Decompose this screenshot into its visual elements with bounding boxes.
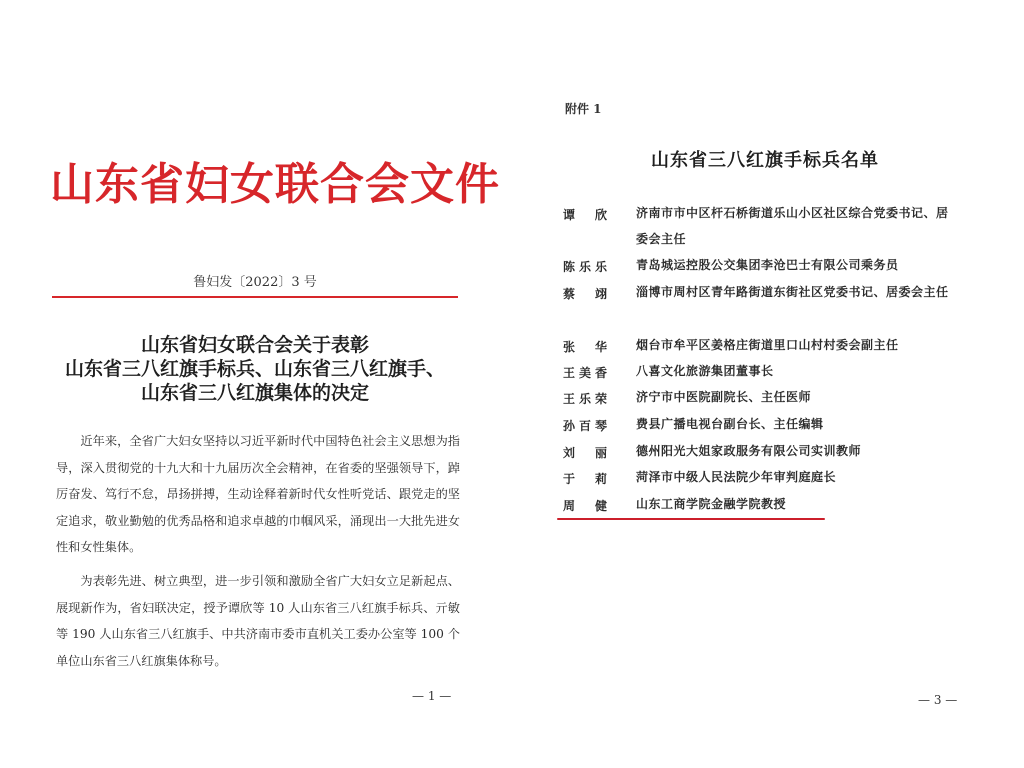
honoree-unit: 济宁市中医院副院长、主任医师 (636, 390, 812, 404)
honoree-name: 张 华 (563, 340, 607, 354)
left-page-number: — 1 — (412, 689, 452, 703)
decision-title-line-3: 山东省三八红旗集体的决定 (140, 382, 369, 404)
honoree-unit: 淄博市周村区青年路街道东街社区党委书记、居委会主任 (636, 285, 949, 299)
highlight-underline (557, 518, 825, 520)
right-page-number: — 3 — (918, 693, 958, 707)
decision-title-line-2: 山东省三八红旗手标兵、山东省三八红旗手、 (64, 358, 445, 380)
red-separator-line (52, 296, 458, 298)
honoree-name: 陈乐乐 (563, 260, 607, 274)
decision-title (40, 333, 470, 405)
honoree-name: 于 莉 (563, 472, 607, 486)
honoree-unit: 八喜文化旅游集团董事长 (636, 364, 774, 378)
honoree-name: 蔡 翊 (563, 287, 607, 301)
body-paragraph-2: 为表彰先进、树立典型，进一步引领和激励全省广大妇女立足新起点、展现新作为，省妇联决定，授予谭欣等 10 人山东省三八红旗手标兵、亓敏等 190 人山东省三八红旗手、中共济南市委市直机关工委办公室等 100 个单位山东省三八红旗集体称号。 (56, 574, 460, 668)
honoree-unit: 青岛城运控股公交集团李沧巴士有限公司乘务员 (636, 258, 899, 272)
honoree-unit: 菏泽市中级人民法院少年审判庭庭长 (636, 470, 837, 484)
attachment-label: 附件 1 (565, 102, 602, 116)
honoree-name: 谭 欣 (563, 208, 607, 222)
document-number: 鲁妇发〔2022〕3 号 (193, 275, 317, 290)
honoree-name: 周 健 (563, 499, 607, 513)
honoree-name: 孙百琴 (563, 419, 607, 433)
honoree-unit: 烟台市牟平区姜格庄街道里口山村村委会副主任 (636, 338, 899, 352)
honoree-unit: 山东工商学院金融学院教授 (636, 497, 787, 511)
honoree-name: 王乐荣 (563, 392, 607, 406)
body-paragraph-1: 近年来，全省广大妇女坚持以习近平新时代中国特色社会主义思想为指导，深入贯彻党的十九大和十九届历次全会精神，在省委的坚强领导下，踔厉奋发、笃行不怠，昂扬拼搏，生动诠释着新时代女性听党话、跟党走的坚定追求，敬业勤勉的优秀品格和追求卓越的巾帼风采，涌现出一大批先进女性和女性集体。 (56, 434, 460, 555)
honoree-name: 刘 丽 (563, 446, 607, 460)
honoree-name: 王美香 (563, 366, 607, 380)
honoree-unit: 济南市市中区杆石桥街道乐山小区社区综合党委书记、居委会主任 (636, 206, 949, 246)
list-title: 山东省三八红旗手标兵名单 (651, 150, 879, 171)
masthead-title: 山东省妇女联合会文件 (50, 159, 500, 210)
honoree-unit: 费县广播电视台副台长、主任编辑 (636, 417, 824, 431)
honoree-unit: 德州阳光大姐家政服务有限公司实训教师 (636, 444, 862, 458)
decision-title-line-1: 山东省妇女联合会关于表彰 (140, 334, 369, 356)
